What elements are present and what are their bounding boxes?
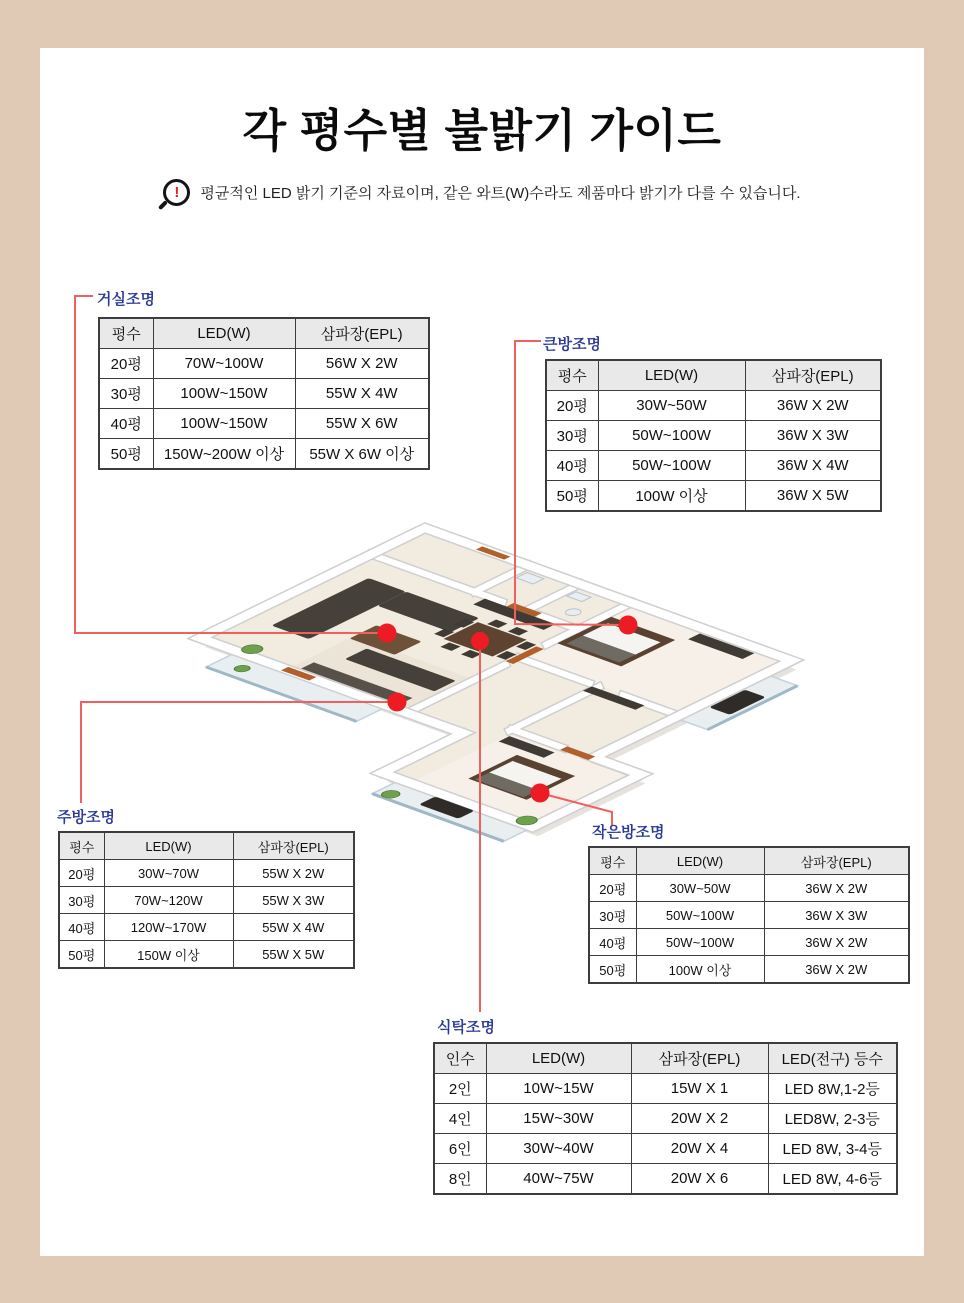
table-row — [434, 1074, 897, 1104]
kitchen-table — [58, 831, 355, 969]
table-row — [434, 1164, 897, 1195]
table-cell: 30W~70W — [104, 860, 233, 887]
table-cell: 40평 — [59, 914, 104, 941]
table-cell: LED 8W, 3-4등 — [768, 1134, 897, 1164]
section-label-small-room: 작은방조명 — [592, 824, 665, 841]
table-row — [434, 1134, 897, 1164]
table-cell: 15W X 1 — [631, 1074, 768, 1104]
section-label-living: 거실조명 — [97, 291, 155, 308]
table-cell: 56W X 2W — [295, 349, 429, 379]
table-cell: 36W X 2W — [764, 875, 909, 902]
table-cell: 36W X 5W — [745, 481, 881, 512]
table-row — [99, 439, 429, 470]
table-row — [59, 860, 354, 887]
table-cell: 100W 이상 — [598, 481, 745, 512]
table-row — [589, 929, 909, 956]
table-cell: 10W~15W — [486, 1074, 631, 1104]
table-cell: 20평 — [99, 349, 153, 379]
column-header: 삼파장(EPL) — [233, 832, 354, 860]
table-cell: 55W X 5W — [233, 941, 354, 969]
column-header: 삼파장(EPL) — [745, 360, 881, 391]
table-header-row — [434, 1043, 897, 1074]
table-cell: 20W X 6 — [631, 1164, 768, 1195]
table-header-row — [99, 318, 429, 349]
table-cell: 30평 — [546, 421, 598, 451]
table-cell: 55W X 2W — [233, 860, 354, 887]
column-header: 삼파장(EPL) — [295, 318, 429, 349]
table-row — [589, 902, 909, 929]
table-row — [59, 941, 354, 969]
column-header: LED(전구) 등수 — [768, 1043, 897, 1074]
table-cell: 20평 — [589, 875, 636, 902]
table-row — [434, 1104, 897, 1134]
dining-table — [433, 1042, 898, 1195]
column-header: LED(W) — [104, 832, 233, 860]
column-header: 인수 — [434, 1043, 486, 1074]
table-cell: 50평 — [589, 956, 636, 984]
table-cell: 36W X 4W — [745, 451, 881, 481]
table-row — [546, 391, 881, 421]
section-label-kitchen: 주방조명 — [57, 809, 115, 826]
table-cell: 150W 이상 — [104, 941, 233, 969]
table-cell: 50평 — [59, 941, 104, 969]
column-header: LED(W) — [598, 360, 745, 391]
table-row — [59, 887, 354, 914]
table-cell: 55W X 3W — [233, 887, 354, 914]
table-header-row — [59, 832, 354, 860]
table-cell: LED 8W,1-2등 — [768, 1074, 897, 1104]
notice-bar — [0, 179, 964, 206]
page-title: 각 평수별 불밝기 가이드 — [242, 105, 722, 156]
table-cell: 100W~150W — [153, 379, 295, 409]
section-label-big-room: 큰방조명 — [543, 336, 601, 353]
table-cell: 8인 — [434, 1164, 486, 1195]
table-row — [589, 956, 909, 984]
column-header: 평수 — [59, 832, 104, 860]
table-cell: 30W~40W — [486, 1134, 631, 1164]
table-cell: 20평 — [546, 391, 598, 421]
column-header: 평수 — [99, 318, 153, 349]
table-cell: 50평 — [546, 481, 598, 512]
table-cell: 30W~50W — [598, 391, 745, 421]
table-cell: 2인 — [434, 1074, 486, 1104]
table-cell: 50평 — [99, 439, 153, 470]
table-cell: 30평 — [99, 379, 153, 409]
table-cell: 40평 — [546, 451, 598, 481]
column-header: 평수 — [546, 360, 598, 391]
table-cell: 36W X 3W — [745, 421, 881, 451]
table-cell: LED 8W, 4-6등 — [768, 1164, 897, 1195]
column-header: 삼파장(EPL) — [631, 1043, 768, 1074]
table-row — [546, 421, 881, 451]
table-cell: 55W X 4W — [295, 379, 429, 409]
table-row — [99, 349, 429, 379]
column-header: LED(W) — [636, 847, 764, 875]
table-cell: 20평 — [59, 860, 104, 887]
table-cell: 100W 이상 — [636, 956, 764, 984]
table-cell: 55W X 6W 이상 — [295, 439, 429, 470]
table-row — [99, 409, 429, 439]
table-cell: 36W X 2W — [764, 956, 909, 984]
living-room-table — [98, 317, 430, 470]
table-cell: 6인 — [434, 1134, 486, 1164]
table-cell: 55W X 6W — [295, 409, 429, 439]
table-cell: 36W X 3W — [764, 902, 909, 929]
table-cell: 30W~50W — [636, 875, 764, 902]
column-header: LED(W) — [153, 318, 295, 349]
table-cell: 150W~200W 이상 — [153, 439, 295, 470]
apartment-floor-plan-illustration — [185, 510, 815, 870]
table-cell: 50W~100W — [598, 451, 745, 481]
table-cell: 40W~75W — [486, 1164, 631, 1195]
table-cell: 30평 — [589, 902, 636, 929]
table-cell: 20W X 2 — [631, 1104, 768, 1134]
table-cell: 30평 — [59, 887, 104, 914]
column-header: 삼파장(EPL) — [764, 847, 909, 875]
notice-text: 평균적인 LED 밝기 기준의 자료이며, 같은 와트(W)수라도 제품마다 밝기가 다를 수 있습니다. — [200, 185, 801, 202]
small-room-table — [588, 846, 910, 984]
table-header-row — [546, 360, 881, 391]
table-row — [546, 481, 881, 512]
table-cell: 50W~100W — [636, 929, 764, 956]
table-cell: 55W X 4W — [233, 914, 354, 941]
table-cell: 36W X 2W — [764, 929, 909, 956]
table-cell: 40평 — [99, 409, 153, 439]
table-cell: 120W~170W — [104, 914, 233, 941]
table-row — [59, 914, 354, 941]
table-cell: 50W~100W — [598, 421, 745, 451]
column-header: 평수 — [589, 847, 636, 875]
table-cell: 20W X 4 — [631, 1134, 768, 1164]
table-cell: 36W X 2W — [745, 391, 881, 421]
table-cell: 40평 — [589, 929, 636, 956]
table-cell: 4인 — [434, 1104, 486, 1134]
table-cell: 70W~100W — [153, 349, 295, 379]
table-header-row — [589, 847, 909, 875]
table-cell: LED8W, 2-3등 — [768, 1104, 897, 1134]
table-row — [589, 875, 909, 902]
table-cell: 100W~150W — [153, 409, 295, 439]
section-label-dining: 식탁조명 — [437, 1019, 495, 1036]
table-row — [546, 451, 881, 481]
magnifier-exclamation-icon: ! — [163, 179, 190, 206]
table-cell: 70W~120W — [104, 887, 233, 914]
table-cell: 15W~30W — [486, 1104, 631, 1134]
table-cell: 50W~100W — [636, 902, 764, 929]
big-room-table — [545, 359, 882, 512]
column-header: LED(W) — [486, 1043, 631, 1074]
table-row — [99, 379, 429, 409]
